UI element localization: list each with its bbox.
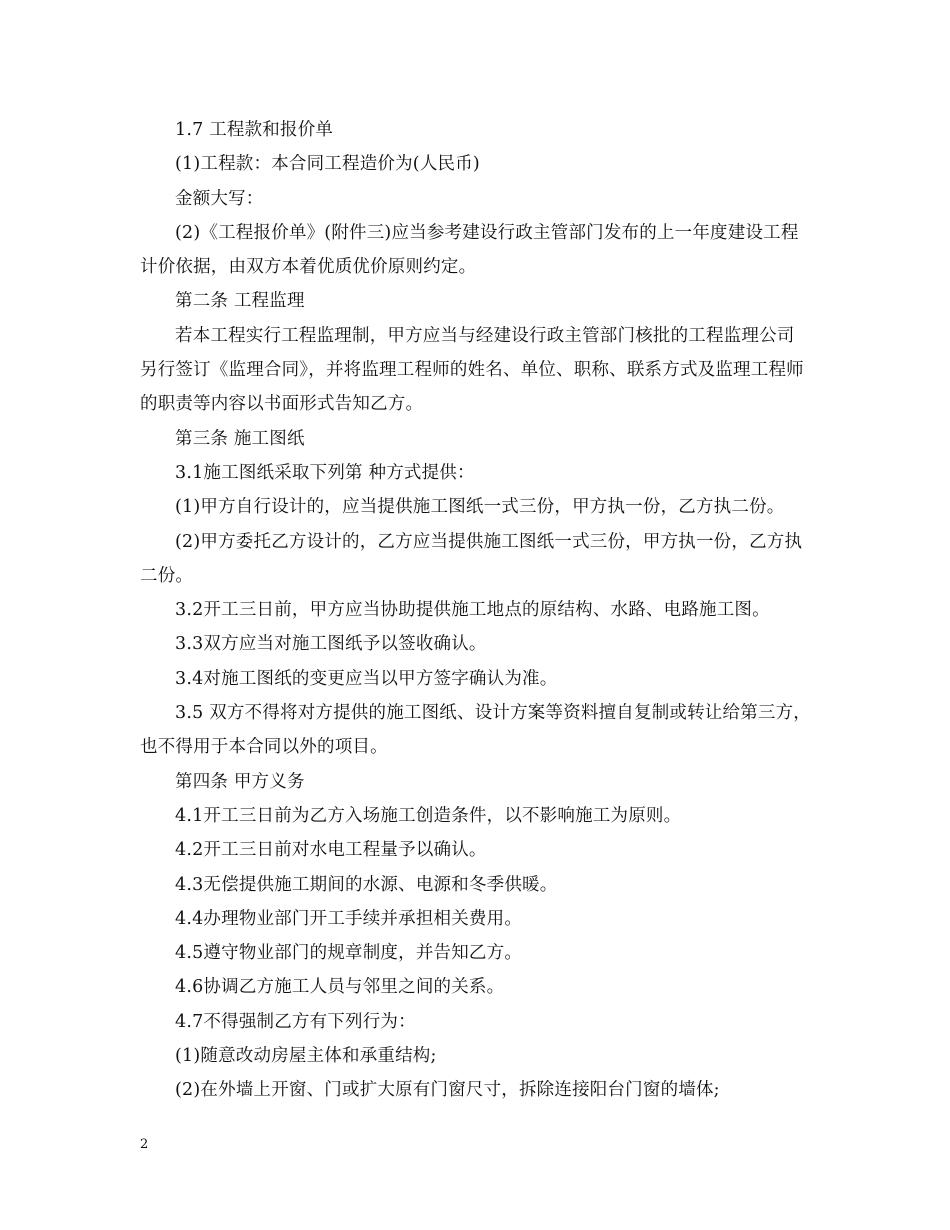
paragraph-3-1: 3.1施工图纸采取下列第 种方式提供： <box>175 462 475 483</box>
paragraph-4-6: 4.6协调乙方施工人员与邻里之间的关系。 <box>175 977 505 998</box>
paragraph-4-1: 4.1开工三日前为乙方入场施工创造条件，以不影响施工为原则。 <box>175 805 682 826</box>
paragraph-supervision: 若本工程实行工程监理制，甲方应当与经建设行政主管部门核批的工程监理公司另行签订《监理合同》，并将监理工程师的姓名、单位、职称、联系方式及监理工程师的职责等内容以书面形式告知乙方。 <box>140 325 804 415</box>
paragraph-3-4: 3.4对施工图纸的变更应当以甲方签字确认为准。 <box>175 668 558 689</box>
paragraph-4-2: 4.2开工三日前对水电工程量予以确认。 <box>175 840 487 861</box>
article-4-heading: 第四条 甲方义务 <box>175 771 305 792</box>
paragraph-4-7: 4.7不得强制乙方有下列行为： <box>175 1011 416 1032</box>
paragraph-4-3: 4.3无偿提供施工期间的水源、电源和冬季供暖。 <box>175 874 558 895</box>
paragraph-3-2: 3.2开工三日前，甲方应当协助提供施工地点的原结构、水路、电路施工图。 <box>175 600 770 621</box>
paragraph-quote-sheet: (2)《工程报价单》(附件三)应当参考建设行政主管部门发布的上一年度建设工程计价依据，由双方本着优质优价原则约定。 <box>140 222 799 278</box>
paragraph-4-7-item-1: (1)随意改动房屋主体和承重结构; <box>175 1046 437 1067</box>
paragraph-3-5: 3.5 双方不得将对方提供的施工图纸、设计方案等资料擅自复制或转让给第三方，也不得用于本合同以外的项目。 <box>140 703 811 758</box>
page-number: 2 <box>140 1137 149 1152</box>
paragraph-4-5: 4.5遵守物业部门的规章制度，并告知乙方。 <box>175 943 523 964</box>
paragraph-4-7-item-2: (2)在外墙上开窗、门或扩大原有门窗尺寸，拆除连接阳台门窗的墙体; <box>175 1080 720 1101</box>
paragraph-1-7-heading: 1.7 工程款和报价单 <box>175 120 334 140</box>
article-3-heading: 第三条 施工图纸 <box>175 428 305 449</box>
paragraph-3-1-option-2: (2)甲方委托乙方设计的，乙方应当提供施工图纸一式三份，甲方执一份，乙方执二份。 <box>140 531 803 586</box>
article-2-heading: 第二条 工程监理 <box>175 291 305 312</box>
paragraph-3-1-option-1: (1)甲方自行设计的，应当提供施工图纸一式三份，甲方执一份，乙方执二份。 <box>175 497 785 518</box>
document-body <box>140 113 812 1108</box>
paragraph-amount-words: 金额大写： <box>175 188 264 209</box>
paragraph-3-3: 3.3双方应当对施工图纸予以签收确认。 <box>175 634 487 655</box>
paragraph-4-4: 4.4办理物业部门开工手续并承担相关费用。 <box>175 908 523 929</box>
paragraph-payment: (1)工程款：本合同工程造价为(人民币) <box>175 154 480 175</box>
